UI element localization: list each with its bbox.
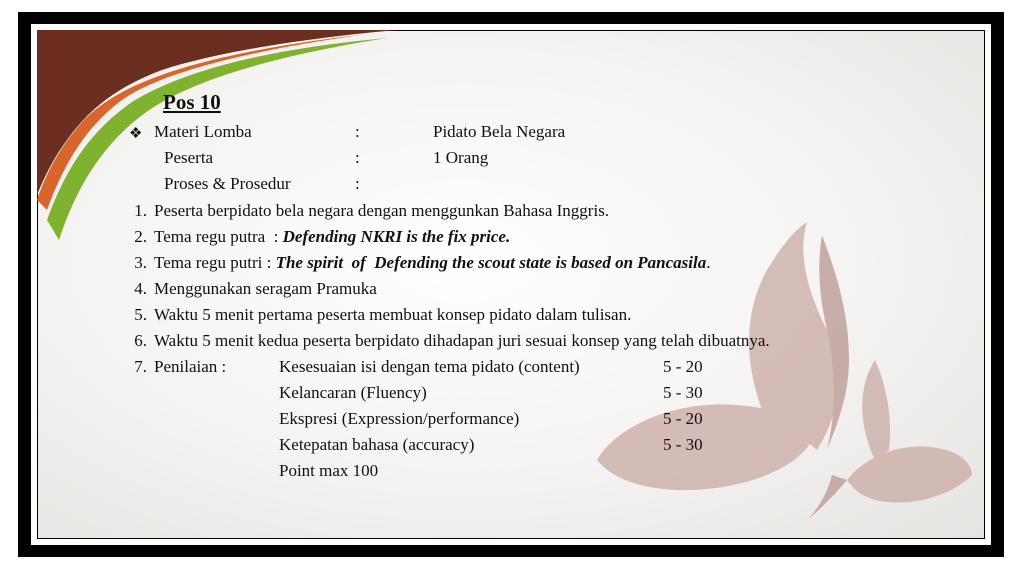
item-emphasis: The spirit of Defending the scout state is based on Pancasila xyxy=(275,253,707,272)
header-sep-peserta: : xyxy=(355,148,360,167)
item-number: 3. xyxy=(134,253,147,272)
score-range: 5 - 30 xyxy=(663,435,703,454)
item-number: 6. xyxy=(134,331,147,350)
point-max: Point max 100 xyxy=(279,461,379,480)
item-emphasis: Defending NKRI is the fix price. xyxy=(282,227,511,246)
item-number: 5. xyxy=(134,305,147,324)
diamond-bullet-icon: ❖ xyxy=(129,126,143,142)
item-prefix: Tema regu putri : xyxy=(154,253,276,272)
slide xyxy=(37,30,985,539)
header-label-proses: Proses & Prosedur xyxy=(164,174,291,193)
item-number: 7. xyxy=(134,357,147,376)
item-number: 1. xyxy=(134,201,147,220)
item-suffix: . xyxy=(706,253,711,272)
score-range: 5 - 30 xyxy=(663,383,703,402)
page-title: Pos 10 xyxy=(163,90,221,114)
item-text: Waktu 5 menit kedua peserta berpidato dihadapan juri sesuai konsep yang telah dibuatnya. xyxy=(154,331,770,350)
item-text xyxy=(154,224,510,250)
item-text: Menggunakan seragam Pramuka xyxy=(154,279,377,298)
score-criterion: Ketepatan bahasa (accuracy) xyxy=(279,435,475,454)
score-range: 5 - 20 xyxy=(663,409,703,428)
score-criterion: Kesesuaian isi dengan tema pidato (content) xyxy=(279,357,580,376)
item-text: Penilaian : xyxy=(154,357,227,376)
score-range: 5 - 20 xyxy=(663,357,703,376)
header-value-peserta: 1 Orang xyxy=(433,148,489,167)
header-label-materi: Materi Lomba xyxy=(154,122,252,141)
header-sep-proses: : xyxy=(355,174,360,193)
item-text xyxy=(154,250,711,276)
item-text: Peserta berpidato bela negara dengan menggunkan Bahasa Inggris. xyxy=(154,201,610,220)
item-text: Waktu 5 menit pertama peserta membuat konsep pidato dalam tulisan. xyxy=(154,305,632,324)
header-label-peserta: Peserta xyxy=(164,148,214,167)
item-number: 2. xyxy=(134,227,147,246)
header-sep-materi: : xyxy=(355,122,360,141)
score-criterion: Ekspresi (Expression/performance) xyxy=(279,409,520,428)
header-value-materi: Pidato Bela Negara xyxy=(433,122,566,141)
item-number: 4. xyxy=(134,279,147,298)
item-prefix: Tema regu putra : xyxy=(154,227,283,246)
score-criterion: Kelancaran (Fluency) xyxy=(279,383,427,402)
